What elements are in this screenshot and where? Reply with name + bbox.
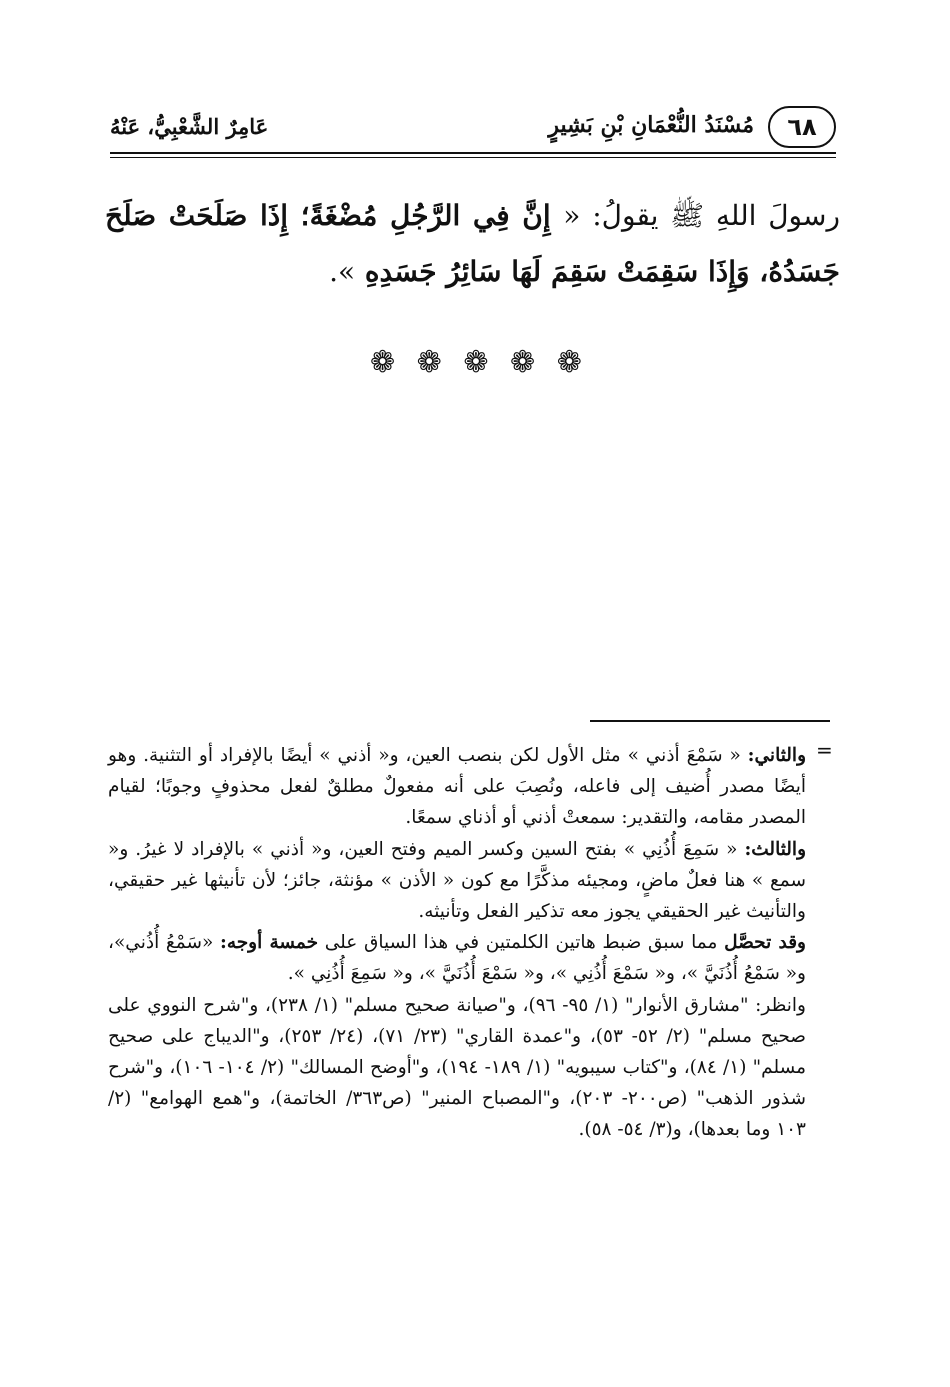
- footnote-text: «سَمْعُ أُذُني»، و« سَمْعُ أُذُنَيَّ »، و« سَمْعَ أُذُنِي »، و« سَمْعَ أُذُنَيَّ »، و« سَمِعَ أُذُنِي ».: [108, 932, 806, 985]
- footnote-paragraph: [108, 740, 806, 834]
- footnote-paragraph: [108, 834, 806, 928]
- footnote-separator: [590, 720, 830, 722]
- page-number: ٦٨: [768, 106, 836, 148]
- footnote-lead: وقد تحصَّل: [724, 932, 806, 954]
- footnotes: [108, 740, 806, 1146]
- continuation-mark: =: [816, 738, 833, 762]
- footnote-lead: والثالث:: [744, 838, 806, 860]
- main-text: [105, 188, 840, 300]
- book-title: مُسْنَدُ النُّعْمَانِ بْنِ بَشِيرٍ: [548, 112, 754, 138]
- footnote-paragraph: [108, 927, 806, 989]
- footnote-lead: والثاني:: [747, 745, 806, 766]
- footnote-references: وانظر: "مشارق الأنوار" (١/ ٩٥- ٩٦)، و"صيانة صحيح مسلم" (١/ ٢٣٨)، و"شرح النووي على صحيح مسلم" (٢/ ٥٢- ٥٣)، و"عمدة القاري" (٢٣/ ٧١)، (٢٤/ ٢٥٣)، و"الديباج على صحيح مسلم" (١/ ٨٤)، و"كتاب سيبويه" (١/ ١٨٩- ١٩٤)، و"أوضح المسالك" (٢/ ١٠٤- ١٠٦)، و"شرح شذور الذهب" (ص٢٠٠- ٢٠٣)، و"المصباح المنير" (ص٣٦٣/ الخاتمة)، و"همع الهوامع" (٢/ ١٠٣ وما بعدها)، و(٣/ ٥٤- ٥٨).: [108, 994, 807, 1141]
- hadith-closing: ».: [329, 255, 356, 288]
- header-rule: [110, 152, 836, 154]
- hadith-text: إِنَّ فِي الرَّجُلِ مُضْغَةً؛ إِذَا صَلَحَتْ صَلَحَ جَسَدُهُ، وَإِذَا سَقِمَتْ سَقِمَ لَهَا سَائِرُ جَسَدِهِ: [105, 199, 840, 288]
- page-header: [110, 100, 836, 160]
- footnote-bold: خمسة أوجه:: [219, 932, 319, 954]
- hadith-intro: رسولَ اللهِ ﷺ يقولُ: «: [563, 199, 840, 232]
- chapter-title: عَامِرٌ الشَّعْبِيُّ، عَنْهُ: [110, 114, 269, 139]
- footnote-text: مما سبق ضبط هاتين الكلمتين في هذا السياق على: [318, 932, 725, 954]
- footnote-text: « سَمِعَ أُذُنِي » بفتح السين وكسر الميم وفتح العين، و« أذني » بالإفراد لا غيرُ. و« سمع » هنا فعلٌ ماضٍ، ومجيئه مذكَّرًا مع كون « الأذن » مؤنثة، جائز؛ لأن تأنيثها غير حقيقي، والتأنيث غير الحقيقي يجوز معه تذكير الفعل وتأنيثه.: [108, 838, 806, 923]
- header-rule-thin: [110, 157, 836, 158]
- section-ornaments: ❁ ❁ ❁ ❁ ❁: [370, 345, 588, 380]
- footnote-text: « سَمْعَ أذني » مثل الأول لكن بنصب العين، و« أذني » أيضًا بالإفراد أو التثنية. وهو أيضًا مصدر أُضيف إلى فاعله، ونُصِبَ على أنه مفعولٌ مطلقٌ لفعل محذوفٍ وجوبًا؛ لقيام المصدر مقامه، والتقدير: سمعتْ أذني أو أذناي سمعًا.: [108, 745, 806, 829]
